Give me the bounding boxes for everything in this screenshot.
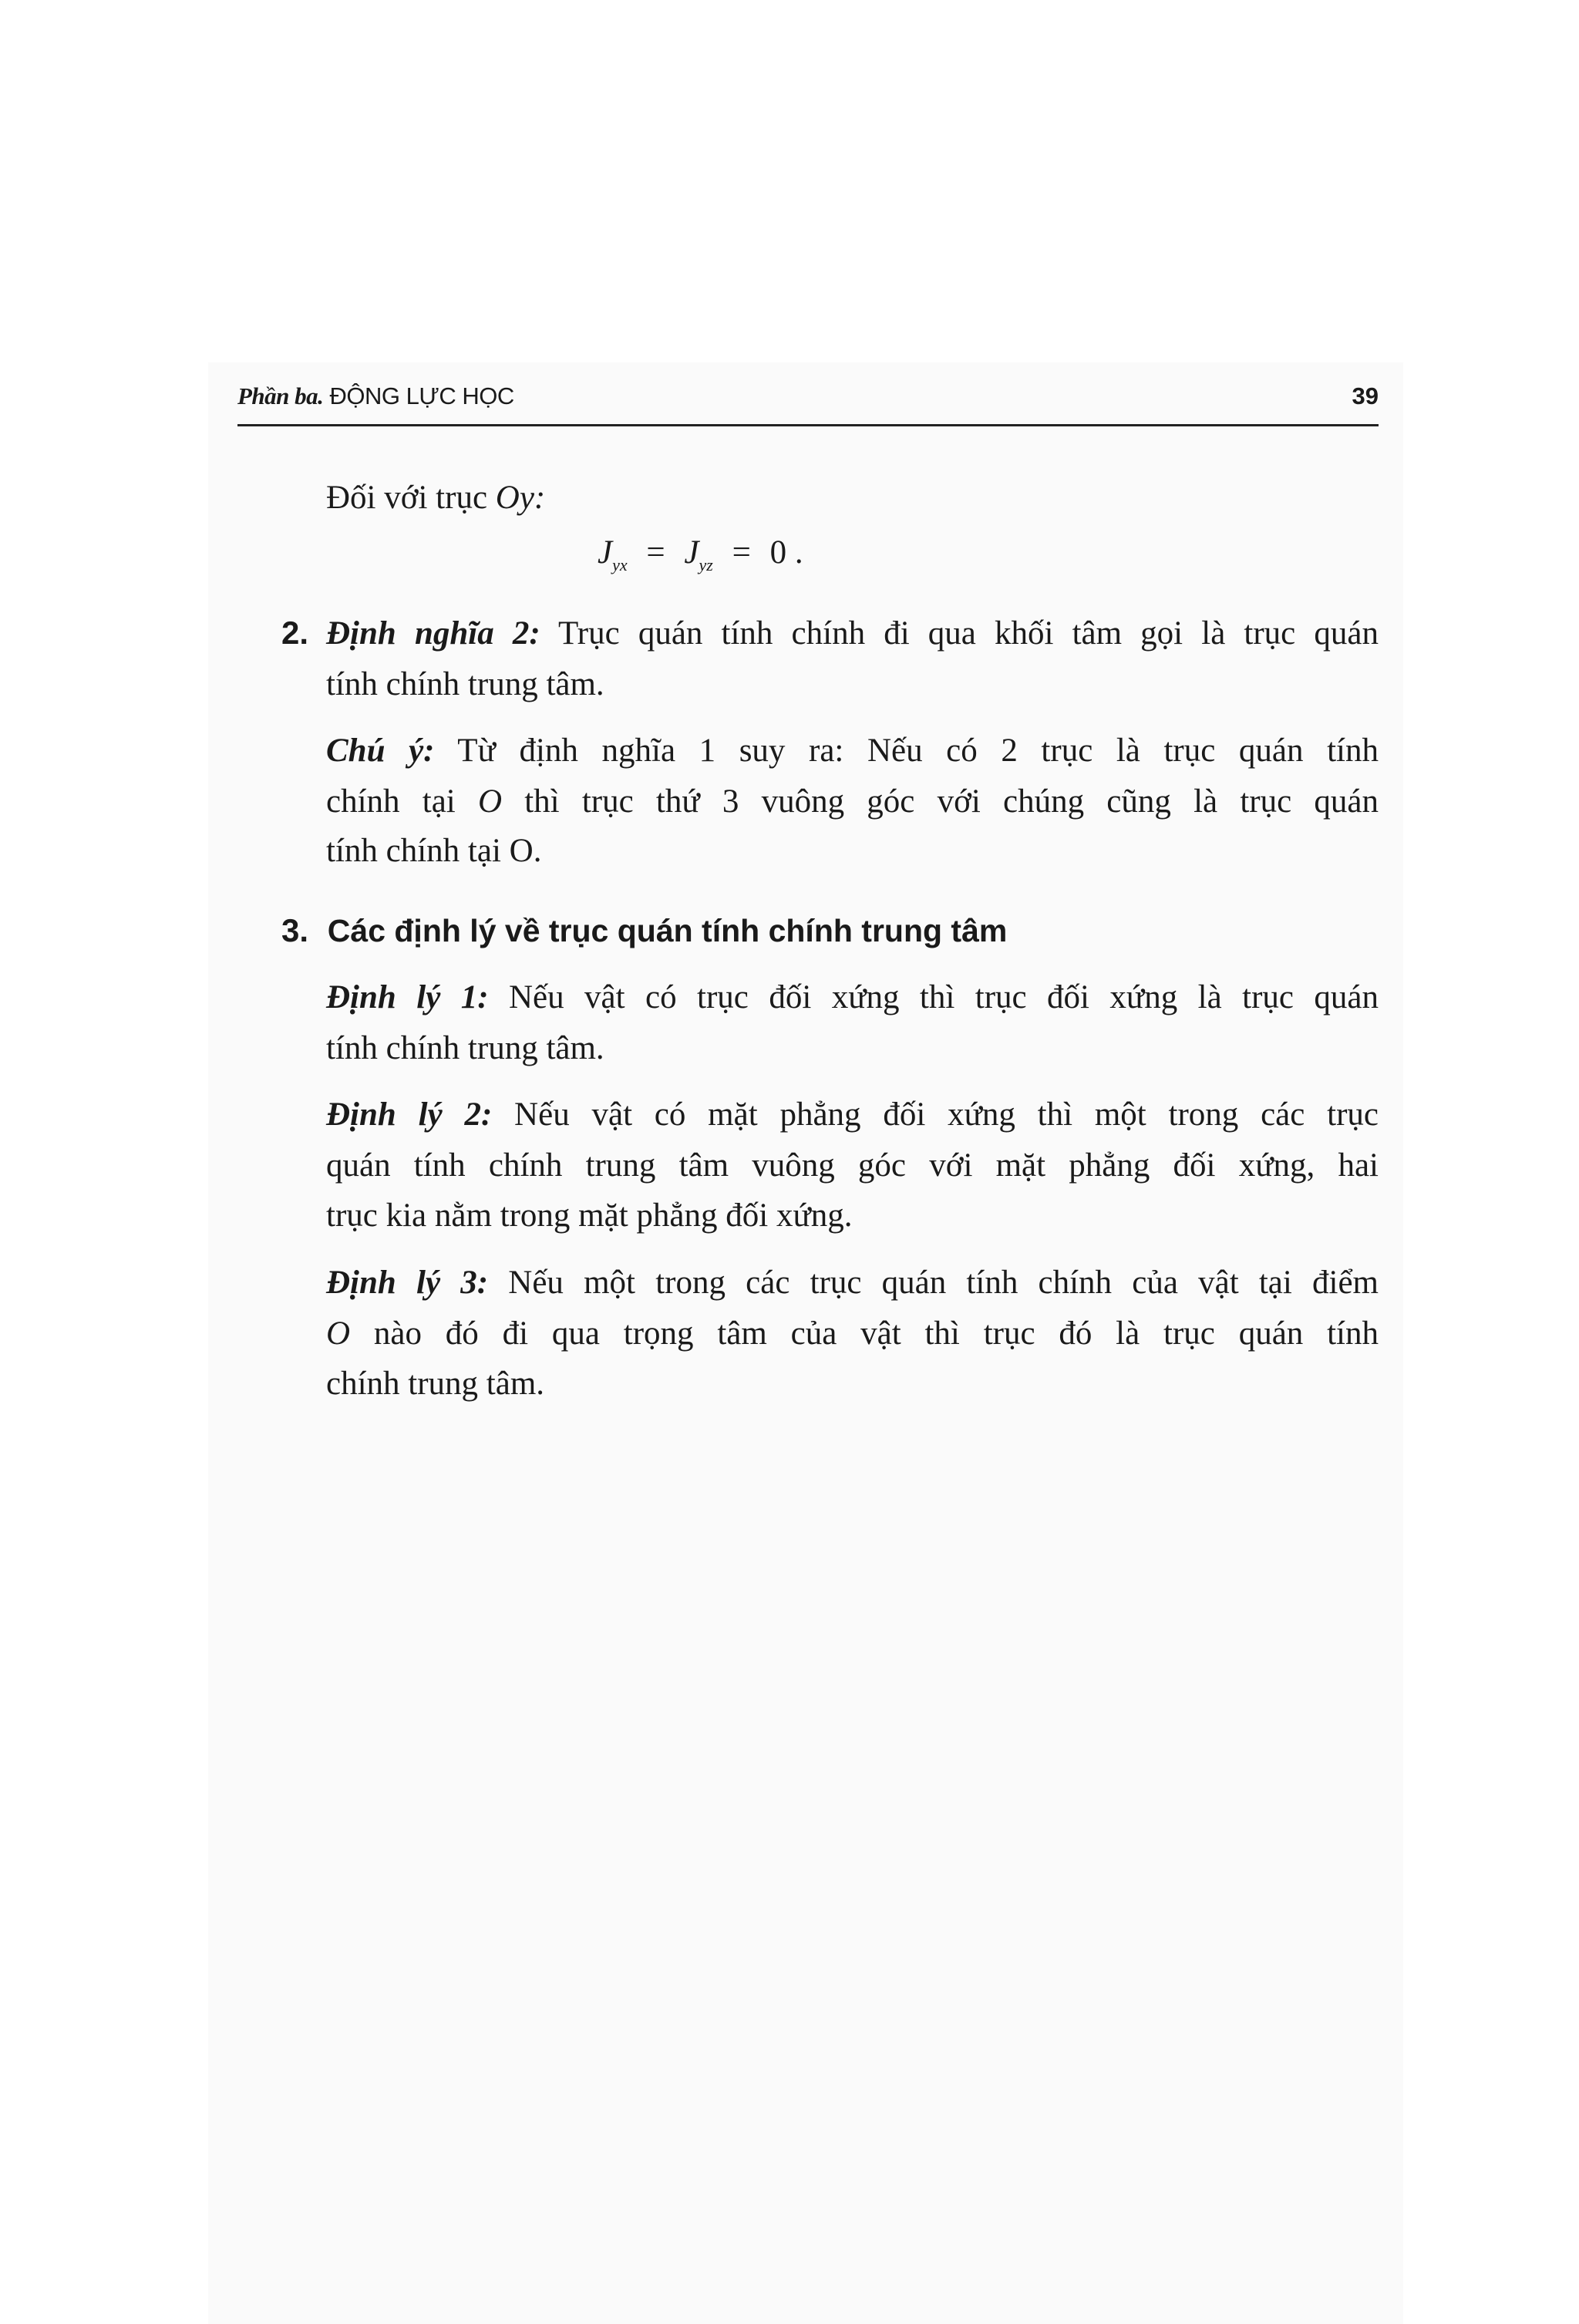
theorem1-line-2: tính chính trung tâm. xyxy=(326,1030,604,1066)
formula-symbol-2: J xyxy=(684,534,699,571)
formula-equals-2: = xyxy=(732,534,751,571)
note-text-1: Từ định nghĩa 1 suy ra: Nếu có 2 trục là trục quán tính xyxy=(434,733,1379,769)
page-number: 39 xyxy=(1352,382,1379,409)
intro-prefix: Đối với trục xyxy=(326,480,496,516)
theorem2-label: Định lý 2: xyxy=(326,1096,493,1133)
section3-heading xyxy=(281,914,1007,948)
theorem2-line-3: trục kia nằm trong mặt phẳng đối xứng. xyxy=(326,1197,853,1234)
intro-line xyxy=(326,481,545,514)
note-o-symbol: O xyxy=(477,783,503,820)
note-line-2: chính tại O thì trục thứ 3 vuông góc với chúng cũng là trục quán xyxy=(326,783,1379,820)
theorem2-line-1: Định lý 2: Nếu vật có mặt phẳng đối xứng thì một trong các trục xyxy=(326,1096,1379,1133)
header-section-title: ĐỘNG LỰC HỌC xyxy=(323,382,514,409)
theorem3-line-2: O nào đó đi qua trọng tâm của vật thì trục đó là trục quán tính xyxy=(326,1315,1379,1352)
def2-line-2: tính chính trung tâm. xyxy=(326,666,604,702)
header-part-label: Phần ba. xyxy=(237,382,324,409)
formula-value: 0 . xyxy=(769,534,803,571)
theorem2-line-2: quán tính chính trung tâm vuông góc với mặt phẳng đối xứng, hai xyxy=(326,1147,1379,1184)
note-line-3: tính chính tại O. xyxy=(326,833,542,869)
def2-number: 2. xyxy=(281,615,309,651)
formula-symbol-1: J xyxy=(598,534,613,571)
theorem3-label: Định lý 3: xyxy=(326,1265,489,1301)
section3-number: 3. xyxy=(281,912,309,948)
theorem3-line-3: chính trung tâm. xyxy=(326,1366,545,1402)
note-label: Chú ý: xyxy=(326,733,435,769)
theorem3-line-1: Định lý 3: Nếu một trong các trục quán tính chính của vật tại điểm xyxy=(326,1265,1379,1301)
formula-equals-1: = xyxy=(646,534,665,571)
theorem1-label: Định lý 1: xyxy=(326,979,489,1015)
theorem1-line-1: Định lý 1: Nếu vật có trục đối xứng thì trục đối xứng là trục quán xyxy=(326,979,1379,1015)
section3-title: Các định lý về trục quán tính chính trung tâm xyxy=(327,913,1008,948)
formula-subscript-1: yx xyxy=(612,555,628,574)
def2-text-1: Trục quán tính chính đi qua khối tâm gọi là trục quán xyxy=(540,615,1379,652)
note-line-1 xyxy=(326,734,1379,767)
formula-line xyxy=(598,534,803,575)
header-left xyxy=(237,382,514,410)
formula-subscript-2: yz xyxy=(699,555,713,574)
def2-line-1 xyxy=(326,617,1379,650)
def2-label: Định nghĩa 2: xyxy=(326,615,540,652)
intro-axis: Oy: xyxy=(495,480,546,516)
running-header xyxy=(237,382,1379,426)
theorem3-o-symbol: O xyxy=(326,1315,351,1352)
